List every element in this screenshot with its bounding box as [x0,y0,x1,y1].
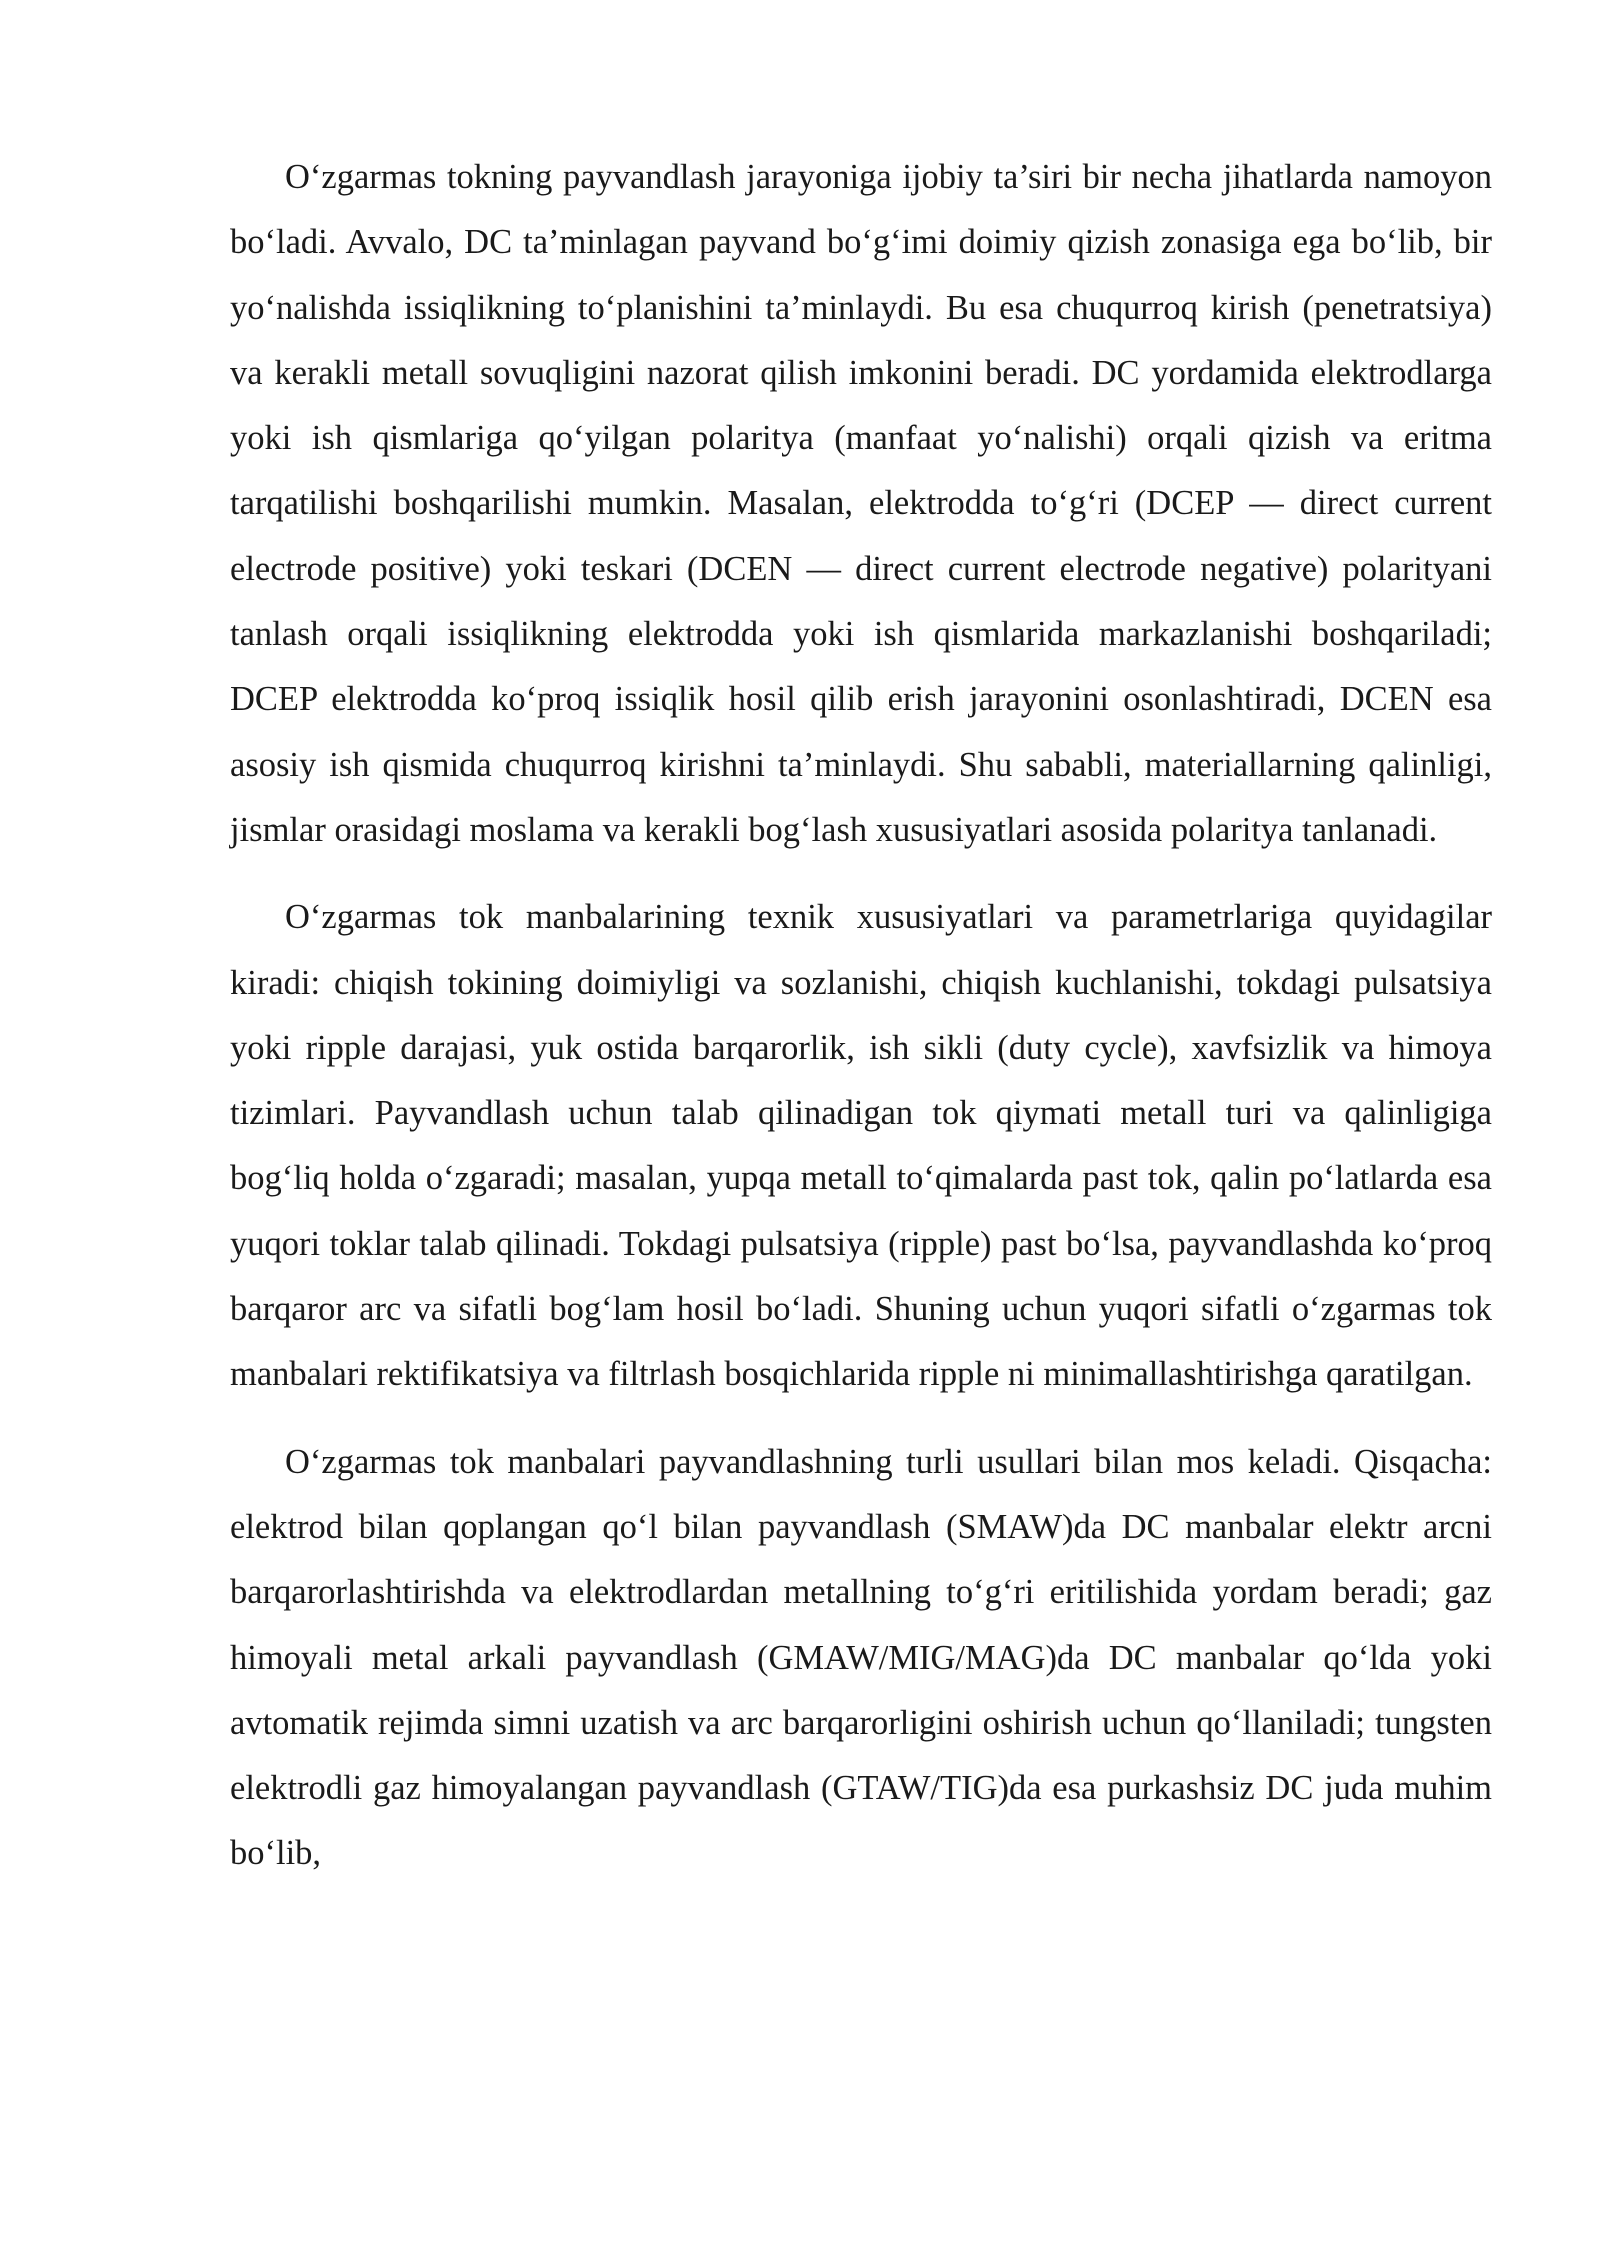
document-body [230,145,1492,1909]
paragraph-dc-technical-parameters: O‘zgarmas tok manbalarining texnik xususiyatlari va parametrlariga quyidagilar kiradi: chiqish tokining doimiyligi va sozlanishi, chiqish kuchlanishi, tokdagi pulsatsiya yoki ripple darajasi, yuk ostida barqarorlik, ish sikli (duty cycle), xavfsizlik va himoya tizimlari. Payvandlash uchun talab qilinadigan tok qiymati metall turi va qalinligiga bog‘liq holda o‘zgaradi; masalan, yupqa metall to‘qimalarda past tok, qalin po‘latlarda esa yuqori toklar talab qilinadi. Tokdagi pulsatsiya (ripple) past bo‘lsa, payvandlashda ko‘proq barqaror arc va sifatli bog‘lam hosil bo‘ladi. Shuning uchun yuqori sifatli o‘zgarmas tok manbalari rektifikatsiya va filtrlash bosqichlarida ripple ni minimallashtirishga qaratilgan. [230,898,1492,1394]
paragraph-dc-positive-effects: O‘zgarmas tokning payvandlash jarayoniga ijobiy ta’siri bir necha jihatlarda namoyon bo‘ladi. Avvalo, DC ta’minlagan payvand bo‘g‘imi doimiy qizish zonasiga ega bo‘lib, bir yo‘nalishda issiqlikning to‘planishini ta’minlaydi. Bu esa chuqurroq kirish (penetratsiya) va kerakli metall sovuqligini nazorat qilish imkonini beradi. DC yordamida elektrodlarga yoki ish qismlariga qo‘yilgan polaritya (manfaat yo‘nalishi) orqali qizish va eritma tarqatilishi boshqarilishi mumkin. Masalan, elektrodda to‘g‘ri (DCEP — direct current electrode positive) yoki teskari (DCEN — direct current electrode negative) polarityani tanlash orqali issiqlikning elektrodda yoki ish qismlarida markazlanishi boshqariladi; DCEP elektrodda ko‘proq issiqlik hosil qilib erish jarayonini osonlashtiradi, DCEN esa asosiy ish qismida chuqurroq kirishni ta’minlaydi. Shu sababli, materiallarning qalinligi, jismlar orasidagi moslama va kerakli bog‘lash xususiyatlari asosida polaritya tanlanadi. [230,158,1492,849]
paragraph-dc-welding-methods: O‘zgarmas tok manbalari payvandlashning turli usullari bilan mos keladi. Qisqacha: elektrod bilan qoplangan qo‘l bilan payvandlash (SMAW)da DC manbalar elektr arcni barqarorlashtirishda va elektrodlardan metallning to‘g‘ri eritilishida yordam beradi; gaz himoyali metal arkali payvandlash (GMAW/MIG/MAG)da DC manbalar qo‘lda yoki avtomatik rejimda simni uzatish va arc barqarorligini oshirish uchun qo‘llaniladi; tungsten elektrodli gaz himoyalangan payvandlash (GTAW/TIG)da esa purkashsiz DC juda muhim bo‘lib, [230,1442,1492,1873]
